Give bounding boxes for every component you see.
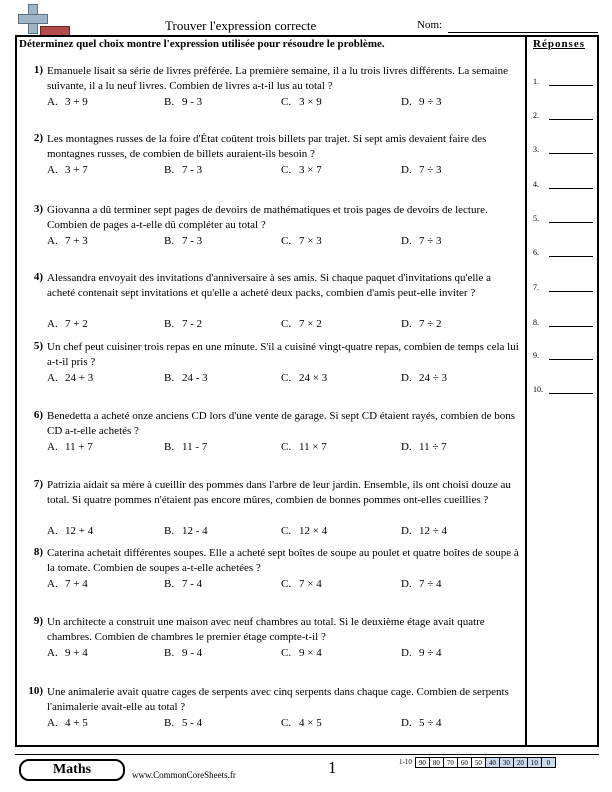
choice-expression: 9 - 4 xyxy=(182,647,203,659)
question-text: Alessandra envoyait des invitations d'anniversaire à ses amis. Si chaque paquet d'invitations qu'elle a acheté contenait sept invitations et qu'elle a acheté deux packs, combien d'amis peut-elle inviter ? xyxy=(47,272,491,299)
score-cell: 80 xyxy=(429,757,444,768)
choice-expression: 12 ÷ 4 xyxy=(419,525,448,537)
answer-blank[interactable] xyxy=(549,256,593,257)
score-cell: 70 xyxy=(443,757,458,768)
choice-expression: 9 - 3 xyxy=(182,96,203,108)
choice-letter: D. xyxy=(401,441,412,453)
choice-letter: D. xyxy=(401,372,412,384)
choice-letter: B. xyxy=(164,164,175,176)
choice-b[interactable] xyxy=(164,235,202,247)
choice-expression: 7 ÷ 4 xyxy=(419,578,442,590)
question-text: Patrizia aidait sa mère à cueillir des pommes dans l'arbre de leur jardin. Ensemble, ils ont choisi douze au total. Si quatre pommes n'étaient pas encore mûres, combien de bonnes pommes ont-elles cueillies ? xyxy=(47,479,511,506)
choice-c[interactable] xyxy=(281,318,322,330)
answer-row xyxy=(533,318,547,327)
choice-c[interactable] xyxy=(281,647,322,659)
question-number: 9) xyxy=(33,615,43,627)
choice-a[interactable] xyxy=(47,717,88,729)
choice-b[interactable] xyxy=(164,372,208,384)
choice-letter: B. xyxy=(164,318,175,330)
choice-letter: B. xyxy=(164,235,175,247)
choice-letter: A. xyxy=(47,318,58,330)
choice-a[interactable] xyxy=(47,164,88,176)
worksheet-logo xyxy=(18,4,70,38)
instructions: Déterminez quel choix montre l'expression utilisée pour résoudre le problème. xyxy=(19,38,385,50)
page-title: Trouver l'expression correcte xyxy=(165,18,317,33)
choice-d[interactable] xyxy=(401,318,442,330)
choice-expression: 5 - 4 xyxy=(182,717,203,729)
choice-b[interactable] xyxy=(164,647,202,659)
choice-letter: B. xyxy=(164,96,175,108)
choice-letter: B. xyxy=(164,578,175,590)
choice-a[interactable] xyxy=(47,318,88,330)
choice-a[interactable] xyxy=(47,647,88,659)
choice-letter: B. xyxy=(164,372,175,384)
answer-row xyxy=(533,283,547,292)
choice-expression: 4 × 5 xyxy=(299,717,322,729)
answer-blank[interactable] xyxy=(549,393,593,394)
choice-letter: A. xyxy=(47,525,58,537)
choice-b[interactable] xyxy=(164,525,208,537)
choice-d[interactable] xyxy=(401,235,442,247)
score-cell: 50 xyxy=(471,757,486,768)
answer-blank[interactable] xyxy=(549,119,593,120)
answer-blank[interactable] xyxy=(549,85,593,86)
answer-number: 5. xyxy=(533,214,539,223)
question-number: 10) xyxy=(28,685,43,697)
choice-letter: A. xyxy=(47,578,58,590)
choice-expression: 3 + 9 xyxy=(65,96,88,108)
choice-a[interactable] xyxy=(47,96,88,108)
choice-letter: A. xyxy=(47,164,58,176)
choice-letter: A. xyxy=(47,717,58,729)
question-number: 8) xyxy=(33,546,43,558)
choice-expression: 7 ÷ 3 xyxy=(419,235,442,247)
choice-c[interactable] xyxy=(281,578,322,590)
choice-c[interactable] xyxy=(281,372,327,384)
question-text: Un chef peut cuisiner trois repas en une minute. S'il a cuisiné vingt-quatre repas, combien de temps cela lui a-t-il pris ? xyxy=(47,341,519,368)
question-number: 6) xyxy=(33,409,43,421)
answer-row xyxy=(533,145,547,154)
choice-letter: D. xyxy=(401,318,412,330)
choice-b[interactable] xyxy=(164,164,202,176)
choice-letter: C. xyxy=(281,164,292,176)
question-number: 5) xyxy=(33,340,43,352)
choice-a[interactable] xyxy=(47,578,88,590)
answer-blank[interactable] xyxy=(549,359,593,360)
choice-letter: D. xyxy=(401,164,412,176)
choice-d[interactable] xyxy=(401,441,447,453)
answer-number: 6. xyxy=(533,248,539,257)
choice-expression: 7 + 3 xyxy=(65,235,88,247)
choice-expression: 9 × 4 xyxy=(299,647,322,659)
answer-row xyxy=(533,214,547,223)
choice-letter: A. xyxy=(47,372,58,384)
choice-expression: 7 ÷ 2 xyxy=(419,318,442,330)
answer-number: 2. xyxy=(533,111,539,120)
question-text: Une animalerie avait quatre cages de serpents avec cinq serpents dans chaque cage. Combien de serpents l'animalerie avait-elle au total ? xyxy=(47,686,509,713)
choice-expression: 11 + 7 xyxy=(65,441,93,453)
choice-a[interactable] xyxy=(47,372,93,384)
answer-number: 10. xyxy=(533,385,543,394)
answer-row xyxy=(533,248,547,257)
choice-expression: 7 - 3 xyxy=(182,235,203,247)
answer-row xyxy=(533,351,547,360)
answer-number: 9. xyxy=(533,351,539,360)
question-text: Caterina achetait différentes soupes. Elle a acheté sept boîtes de soupe au poulet et quatre boîtes de soupe à la tomate. Combien de soupes a-t-elle achetées ? xyxy=(47,547,519,574)
choice-d[interactable] xyxy=(401,647,442,659)
score-range: 1-10 xyxy=(399,758,412,766)
choice-c[interactable] xyxy=(281,525,327,537)
answer-blank[interactable] xyxy=(549,326,593,327)
score-cell: 90 xyxy=(415,757,430,768)
choice-letter: C. xyxy=(281,525,292,537)
choice-letter: C. xyxy=(281,647,292,659)
choice-letter: C. xyxy=(281,578,292,590)
choice-expression: 7 × 4 xyxy=(299,578,322,590)
choice-b[interactable] xyxy=(164,96,202,108)
choice-expression: 24 + 3 xyxy=(65,372,94,384)
question-number: 1) xyxy=(33,64,43,76)
choice-d[interactable] xyxy=(401,96,442,108)
choice-expression: 7 - 2 xyxy=(182,318,203,330)
choice-expression: 12 + 4 xyxy=(65,525,94,537)
choice-expression: 24 ÷ 3 xyxy=(419,372,448,384)
answer-blank[interactable] xyxy=(549,222,593,223)
answer-number: 8. xyxy=(533,318,539,327)
answer-blank[interactable] xyxy=(549,291,593,292)
choice-b[interactable] xyxy=(164,578,202,590)
site-url: www.CommonCoreSheets.fr xyxy=(132,770,236,780)
choice-expression: 7 + 2 xyxy=(65,318,88,330)
choice-letter: D. xyxy=(401,235,412,247)
choice-letter: A. xyxy=(47,96,58,108)
choice-b[interactable] xyxy=(164,318,202,330)
question-text: Un architecte a construit une maison avec neuf chambres au total. Si le deuxième étage avait quatre chambres. Combien de chambres le premier étage compte-t-il ? xyxy=(47,616,485,643)
choice-a[interactable] xyxy=(47,235,88,247)
choice-expression: 7 + 4 xyxy=(65,578,88,590)
choice-letter: D. xyxy=(401,717,412,729)
answer-row xyxy=(533,77,547,86)
choice-c[interactable] xyxy=(281,717,322,729)
question-text: Benedetta a acheté onze anciens CD lors d'une vente de garage. Si sept CD étaient rayés, combien de bons CD a-t-elle achetés ? xyxy=(47,410,516,437)
score-cell: 10 xyxy=(527,757,542,768)
choice-letter: B. xyxy=(164,441,175,453)
choice-d[interactable] xyxy=(401,717,442,729)
choice-expression: 7 - 4 xyxy=(182,578,203,590)
choice-expression: 7 ÷ 3 xyxy=(419,164,442,176)
choice-letter: A. xyxy=(47,235,58,247)
choice-letter: D. xyxy=(401,578,412,590)
choice-letter: B. xyxy=(164,525,175,537)
answer-row xyxy=(533,385,547,394)
answer-blank[interactable] xyxy=(549,153,593,154)
choice-expression: 9 + 4 xyxy=(65,647,88,659)
choice-expression: 7 × 3 xyxy=(299,235,322,247)
choice-expression: 3 × 9 xyxy=(299,96,322,108)
question-number: 3) xyxy=(33,203,43,215)
name-field[interactable] xyxy=(448,32,598,33)
choice-letter: A. xyxy=(47,647,58,659)
question-number: 2) xyxy=(33,132,43,144)
choice-letter: B. xyxy=(164,647,175,659)
choice-d[interactable] xyxy=(401,525,447,537)
answer-blank[interactable] xyxy=(549,188,593,189)
choice-letter: D. xyxy=(401,525,412,537)
answer-number: 1. xyxy=(533,77,539,86)
choice-letter: C. xyxy=(281,318,292,330)
choice-letter: D. xyxy=(401,96,412,108)
choice-b[interactable] xyxy=(164,441,207,453)
choice-letter: A. xyxy=(47,441,58,453)
choice-expression: 9 ÷ 4 xyxy=(419,647,442,659)
choice-expression: 7 × 2 xyxy=(299,318,322,330)
name-label: Nom: xyxy=(417,19,443,31)
choice-letter: C. xyxy=(281,96,292,108)
choice-letter: B. xyxy=(164,717,175,729)
score-cell: 0 xyxy=(541,757,556,768)
choice-expression: 24 × 3 xyxy=(299,372,328,384)
choice-expression: 3 × 7 xyxy=(299,164,322,176)
choice-a[interactable] xyxy=(47,525,93,537)
footer-divider xyxy=(15,754,599,755)
question-text: Giovanna a dû terminer sept pages de devoirs de mathématiques et trois pages de devoirs de lecture. Combien de pages a-t-elle dû compléter au total ? xyxy=(47,204,488,231)
choice-expression: 11 × 7 xyxy=(299,441,327,453)
page-number: 1 xyxy=(328,758,337,777)
choice-letter: C. xyxy=(281,235,292,247)
choice-expression: 4 + 5 xyxy=(65,717,88,729)
choice-expression: 5 ÷ 4 xyxy=(419,717,442,729)
choice-letter: C. xyxy=(281,372,292,384)
score-cell: 60 xyxy=(457,757,472,768)
score-cell: 40 xyxy=(485,757,500,768)
choice-c[interactable] xyxy=(281,164,322,176)
choice-d[interactable] xyxy=(401,164,442,176)
choice-c[interactable] xyxy=(281,441,327,453)
score-table xyxy=(398,757,556,768)
answer-row xyxy=(533,180,547,189)
subject-badge: Maths xyxy=(19,759,125,781)
choice-letter: C. xyxy=(281,717,292,729)
choice-expression: 9 ÷ 3 xyxy=(419,96,442,108)
answer-number: 4. xyxy=(533,180,539,189)
choice-b[interactable] xyxy=(164,717,202,729)
score-cell: 20 xyxy=(513,757,528,768)
answer-number: 7. xyxy=(533,283,539,292)
question-text: Emanuele lisait sa série de livres préférée. La première semaine, il a lu trois livres différents. La semaine suivante, il a lu neuf livres. Combien de livres a-t-il lus au total ? xyxy=(47,65,508,92)
choice-expression: 11 - 7 xyxy=(182,441,208,453)
choice-c[interactable] xyxy=(281,235,322,247)
question-number: 7) xyxy=(33,478,43,490)
choice-expression: 12 - 4 xyxy=(182,525,208,537)
question-number: 4) xyxy=(33,271,43,283)
answer-number: 3. xyxy=(533,145,539,154)
choice-d[interactable] xyxy=(401,372,447,384)
answer-row xyxy=(533,111,547,120)
choice-expression: 7 - 3 xyxy=(182,164,203,176)
choice-d[interactable] xyxy=(401,578,442,590)
choice-a[interactable] xyxy=(47,441,93,453)
choice-c[interactable] xyxy=(281,96,322,108)
choice-expression: 11 ÷ 7 xyxy=(419,441,447,453)
answers-heading: Réponses xyxy=(533,38,586,50)
choice-expression: 3 + 7 xyxy=(65,164,88,176)
question-text: Les montagnes russes de la foire d'État coûtent trois billets par trajet. Si sept amis devaient faire des montagnes russes, de combien de billets auraient-ils besoin ? xyxy=(47,133,487,160)
choice-expression: 24 - 3 xyxy=(182,372,208,384)
score-cell: 30 xyxy=(499,757,514,768)
choice-letter: D. xyxy=(401,647,412,659)
choice-expression: 12 × 4 xyxy=(299,525,328,537)
choice-letter: C. xyxy=(281,441,292,453)
